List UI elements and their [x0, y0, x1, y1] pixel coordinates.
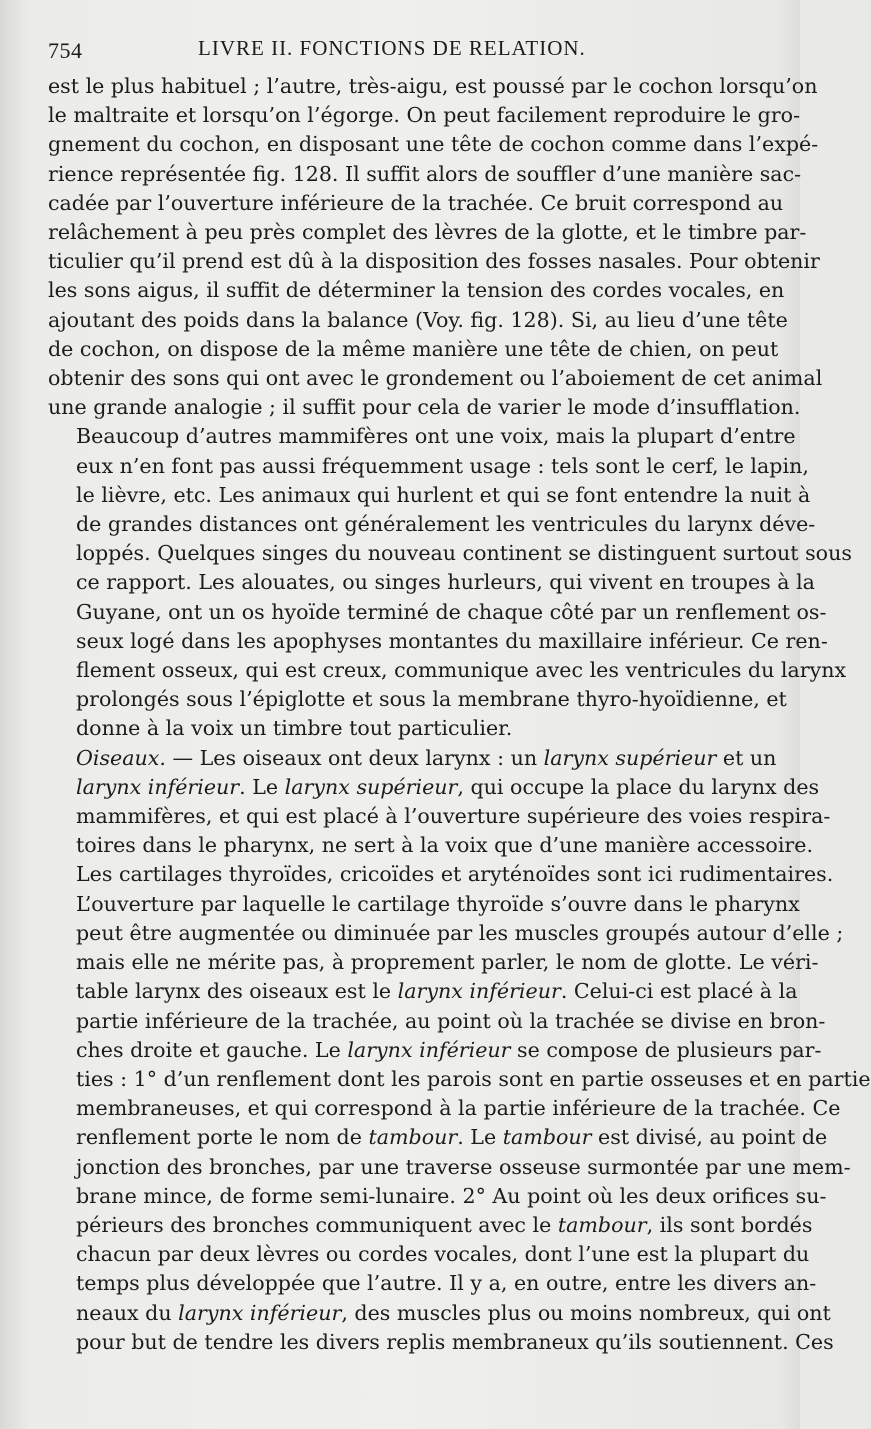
text-line: peut être augmentée ou diminuée par les muscles groupés autour d’elle ; — [76, 920, 844, 945]
text-line: partie inférieure de la trachée, au point où la trachée se divise en bron- — [76, 1008, 826, 1033]
text-line: ties : 1° d’un renflement dont les parois sont en partie osseuses et en partie — [76, 1066, 871, 1091]
text-line: table larynx des oiseaux est le larynx inférieur. Celui-ci est placé à la — [76, 979, 798, 1004]
text-line: loppés. Quelques singes du nouveau continent se distinguent surtout sous — [76, 541, 852, 566]
text-line: pour but de tendre les divers replis membraneux qu’ils soutiennent. Ces — [76, 1329, 834, 1354]
text-line: de cochon, on dispose de la même manière une tête de chien, on peut — [48, 336, 779, 361]
page-number: 754 — [48, 38, 83, 63]
text-line: membraneuses, et qui correspond à la partie inférieure de la trachée. Ce — [76, 1096, 841, 1121]
text-line: toires dans le pharynx, ne sert à la voix que d’une manière accessoire. — [76, 833, 813, 858]
text-line: cadée par l’ouverture inférieure de la trachée. Ce bruit correspond au — [48, 190, 784, 215]
text-line: donne à la voix un timbre tout particulier. — [76, 716, 513, 741]
text-line: eux n’en font pas aussi fréquemment usage : tels sont le cerf, le lapin, — [76, 453, 809, 478]
text-line: prolongés sous l’épiglotte et sous la membrane thyro-hyoïdienne, et — [76, 687, 787, 712]
running-head: LIVRE II. FONCTIONS DE RELATION. — [198, 36, 586, 60]
paragraph-birds — [48, 744, 871, 1357]
paragraph-pig-voice — [48, 72, 823, 422]
text-line: brane mince, de forme semi-lunaire. 2° Au point où les deux orifices su- — [76, 1183, 827, 1208]
text-line: une grande analogie ; il suffit pour cela de varier le mode d’insufflation. — [48, 395, 801, 420]
text-line: le lièvre, etc. Les animaux qui hurlent et qui se font entendre la nuit à — [76, 482, 811, 507]
text-line: ajoutant des poids dans la balance (Voy. fig. 128). Si, au lieu d’une tête — [48, 307, 788, 332]
text-line: périeurs des bronches communiquent avec le tambour, ils sont bordés — [76, 1212, 813, 1237]
text-line: obtenir des sons qui ont avec le grondement ou l’aboiement de cet animal — [48, 366, 823, 391]
text-line: de grandes distances ont généralement les ventricules du larynx déve- — [76, 512, 816, 537]
text-line: mais elle ne mérite pas, à proprement parler, le nom de glotte. Le véri- — [76, 950, 819, 975]
text-line: seux logé dans les apophyses montantes du maxillaire inférieur. Ce ren- — [76, 628, 828, 653]
paragraph-mammals — [48, 422, 852, 743]
text-line: jonction des bronches, par une traverse osseuse surmontée par une mem- — [76, 1154, 851, 1179]
text-line: gnement du cochon, en disposant une tête de cochon comme dans l’expé- — [48, 132, 819, 157]
text-line: Guyane, ont un os hyoïde terminé de chaque côté par un renflement os- — [76, 599, 827, 624]
text-line: chacun par deux lèvres ou cordes vocales, dont l’une est la plupart du — [76, 1242, 810, 1267]
text-line: temps plus développée que l’autre. Il y a, en outre, entre les divers an- — [76, 1271, 817, 1296]
text-line: les sons aigus, il suffit de déterminer la tension des cordes vocales, en — [48, 278, 785, 303]
text-line: neaux du larynx inférieur, des muscles plus ou moins nombreux, qui ont — [76, 1300, 831, 1325]
text-line: le maltraite et lorsqu’on l’égorge. On peut facilement reproduire le gro- — [48, 103, 801, 128]
text-line: ce rapport. Les alouates, ou singes hurleurs, qui vivent en troupes à la — [76, 570, 815, 595]
text-line: est le plus habituel ; l’autre, très-aigu, est poussé par le cochon lorsqu’on — [48, 74, 818, 98]
text-line: ches droite et gauche. Le larynx inférieur se compose de plusieurs par- — [76, 1037, 822, 1062]
text-line: rience représentée fig. 128. Il suffit alors de souffler d’une manière sac- — [48, 161, 802, 186]
text-line: renflement porte le nom de tambour. Le tambour est divisé, au point de — [76, 1125, 828, 1150]
text-line: larynx inférieur. Le larynx supérieur, qui occupe la place du larynx des — [76, 774, 820, 799]
text-line: L’ouverture par laquelle le cartilage thyroïde s’ouvre dans le pharynx — [76, 891, 800, 916]
text-line: relâchement à peu près complet des lèvres de la glotte, et le timbre par- — [48, 220, 807, 245]
text-line: ticulier qu’il prend est dû à la disposition des fosses nasales. Pour obtenir — [48, 249, 820, 274]
text-line: Beaucoup d’autres mammifères ont une voix, mais la plupart d’entre — [76, 424, 796, 449]
body-text — [48, 72, 871, 1357]
text-line: flement osseux, qui est creux, communique avec les ventricules du larynx — [76, 658, 847, 683]
text-line: Oiseaux. — Les oiseaux ont deux larynx : un larynx supérieur et un — [76, 745, 777, 770]
text-line: mammifères, et qui est placé à l’ouverture supérieure des voies respira- — [76, 804, 831, 829]
text-line: Les cartilages thyroïdes, cricoïdes et aryténoïdes sont ici rudimentaires. — [76, 862, 834, 887]
page-header — [48, 28, 766, 68]
